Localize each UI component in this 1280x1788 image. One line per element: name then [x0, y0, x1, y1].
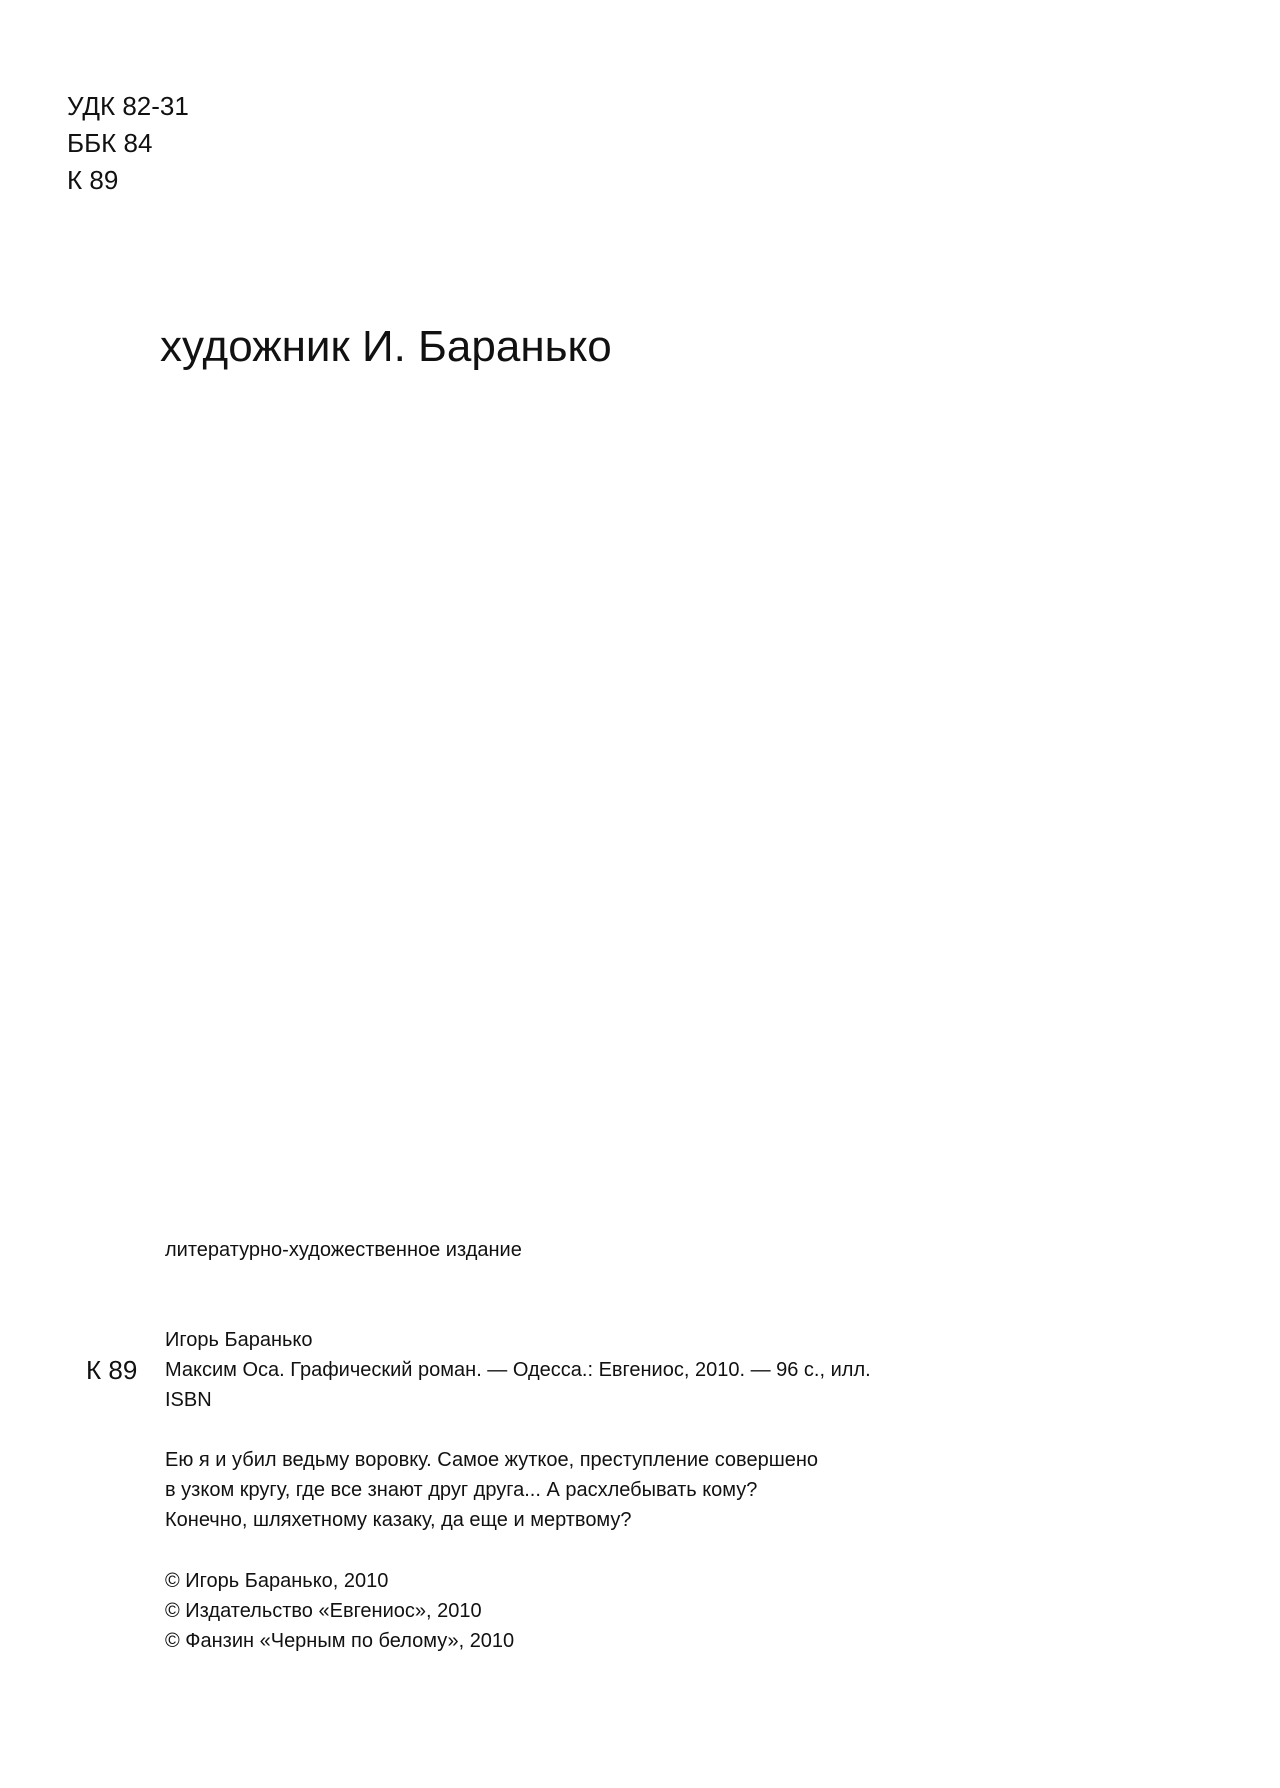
artist-line: художник И. Баранько: [160, 322, 612, 371]
edition-kind: литературно-художественное издание: [165, 1239, 522, 1261]
annotation: [165, 1450, 818, 1540]
author-mark: К 89: [67, 165, 119, 195]
udk-code: УДК 82-31: [67, 91, 189, 121]
bbk-code: ББК 84: [67, 128, 153, 158]
bib-author: Игорь Баранько: [165, 1329, 313, 1351]
annotation-line: Конечно, шляхетному казаку, да еще и мертвому?: [165, 1509, 632, 1531]
classification-codes: [67, 93, 189, 204]
copyright-line: © Фанзин «Черным по белому», 2010: [165, 1630, 515, 1652]
bib-author-mark: К 89: [86, 1355, 138, 1385]
copyright-line: © Игорь Баранько, 2010: [165, 1570, 389, 1592]
bibliographic-record: [165, 1330, 871, 1420]
copyrights: [165, 1571, 514, 1661]
copyright-line: © Издательство «Евгениос», 2010: [165, 1600, 482, 1622]
bib-isbn: ISBN: [165, 1389, 212, 1411]
annotation-line: в узком кругу, где все знают друг друга... А расхлебывать кому?: [165, 1479, 758, 1501]
bib-description: Максим Оса. Графический роман. — Одесса.: Евгениос, 2010. — 96 с., илл.: [165, 1359, 871, 1381]
annotation-line: Ею я и убил ведьму воровку. Самое жуткое, преступление совершено: [165, 1449, 819, 1471]
